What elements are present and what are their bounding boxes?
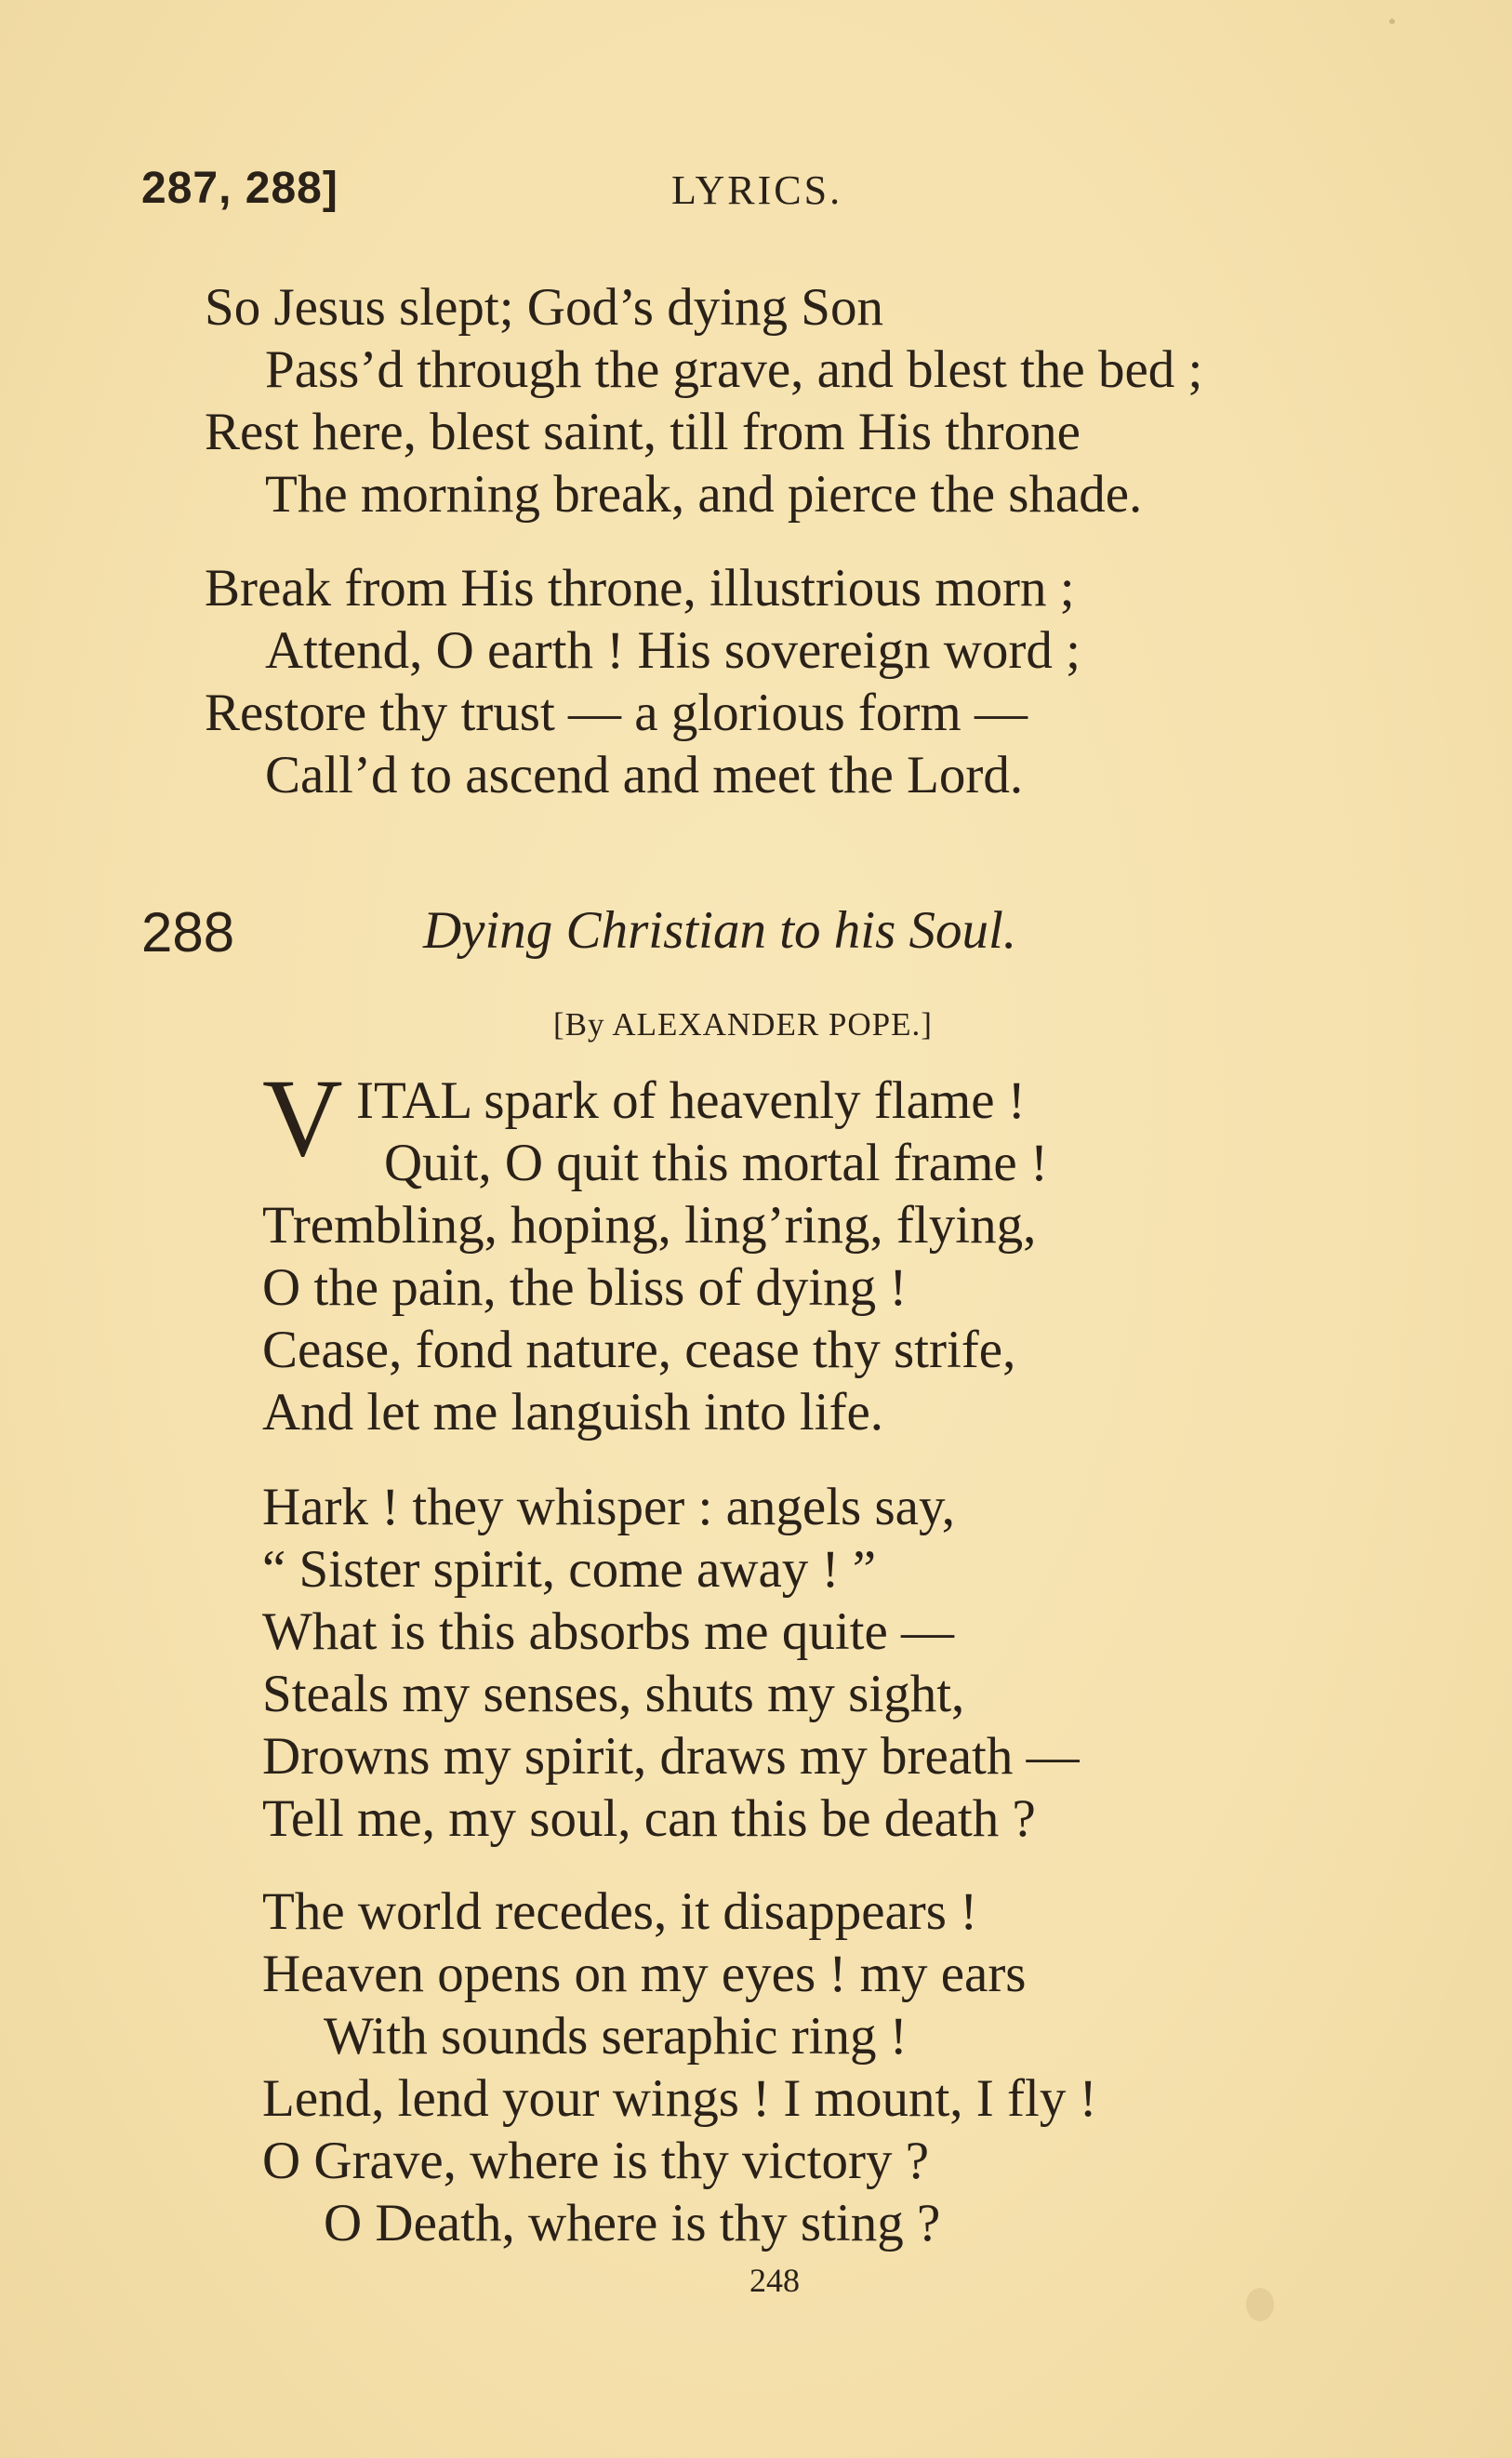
verse-line: “ Sister spirit, come away ! ”	[262, 1540, 877, 1599]
verse-line: The world recedes, it disappears !	[262, 1882, 978, 1941]
verse-line: Call’d to ascend and meet the Lord.	[265, 746, 1024, 804]
verse-line: Pass’d through the grave, and blest the bed ;	[265, 340, 1203, 399]
running-head	[141, 163, 1350, 219]
verse-line: Quit, O quit this mortal frame !	[384, 1134, 1048, 1192]
hymn-title: Dying Christian to his Soul.	[423, 901, 1017, 960]
page-range: 287, 288]	[141, 164, 338, 213]
verse-line: Cease, fond nature, cease thy strife,	[262, 1321, 1016, 1379]
verse-line: Trembling, hoping, ling’ring, flying,	[262, 1196, 1037, 1255]
verse-line: Drowns my spirit, draws my breath —	[262, 1727, 1080, 1786]
verse-line: What is this absorbs me quite —	[262, 1602, 955, 1661]
verse-line: Tell me, my soul, can this be death ?	[262, 1789, 1036, 1848]
verse-line: Rest here, blest saint, till from His throne	[205, 403, 1081, 461]
verse-line: Restore thy trust — a glorious form —	[205, 684, 1028, 742]
drop-cap: V	[262, 1056, 343, 1179]
verse-line: Heaven opens on my eyes ! my ears	[262, 1945, 1027, 2003]
verse-line: O Grave, where is thy victory ?	[262, 2132, 930, 2190]
verse-line: O the pain, the bliss of dying !	[262, 1258, 908, 1317]
paper-speck	[1389, 19, 1395, 24]
verse-line: Steals my senses, shuts my sight,	[262, 1665, 965, 1723]
paper-stain	[1246, 2288, 1274, 2321]
verse-line: And let me languish into life.	[262, 1383, 884, 1442]
page-number: 248	[749, 2262, 800, 2299]
verse-line: Break from His throne, illustrious morn ;	[205, 559, 1075, 618]
verse-line: ITAL spark of heavenly flame !	[356, 1071, 1026, 1130]
hymn-number: 288	[141, 901, 235, 963]
verse-line: Attend, O earth ! His sovereign word ;	[265, 621, 1081, 680]
verse-line: Lend, lend your wings ! I mount, I fly !	[262, 2069, 1097, 2128]
verse-line: So Jesus slept; God’s dying Son	[205, 278, 884, 337]
attribution: [By ALEXANDER POPE.]	[553, 1006, 933, 1043]
verse-line: The morning break, and pierce the shade.	[265, 465, 1143, 524]
section-title: LYRICS.	[671, 167, 843, 213]
verse-line: O Death, where is thy sting ?	[324, 2194, 941, 2252]
verse-line: With sounds seraphic ring !	[324, 2007, 908, 2066]
verse-line: Hark ! they whisper : angels say,	[262, 1478, 956, 1536]
